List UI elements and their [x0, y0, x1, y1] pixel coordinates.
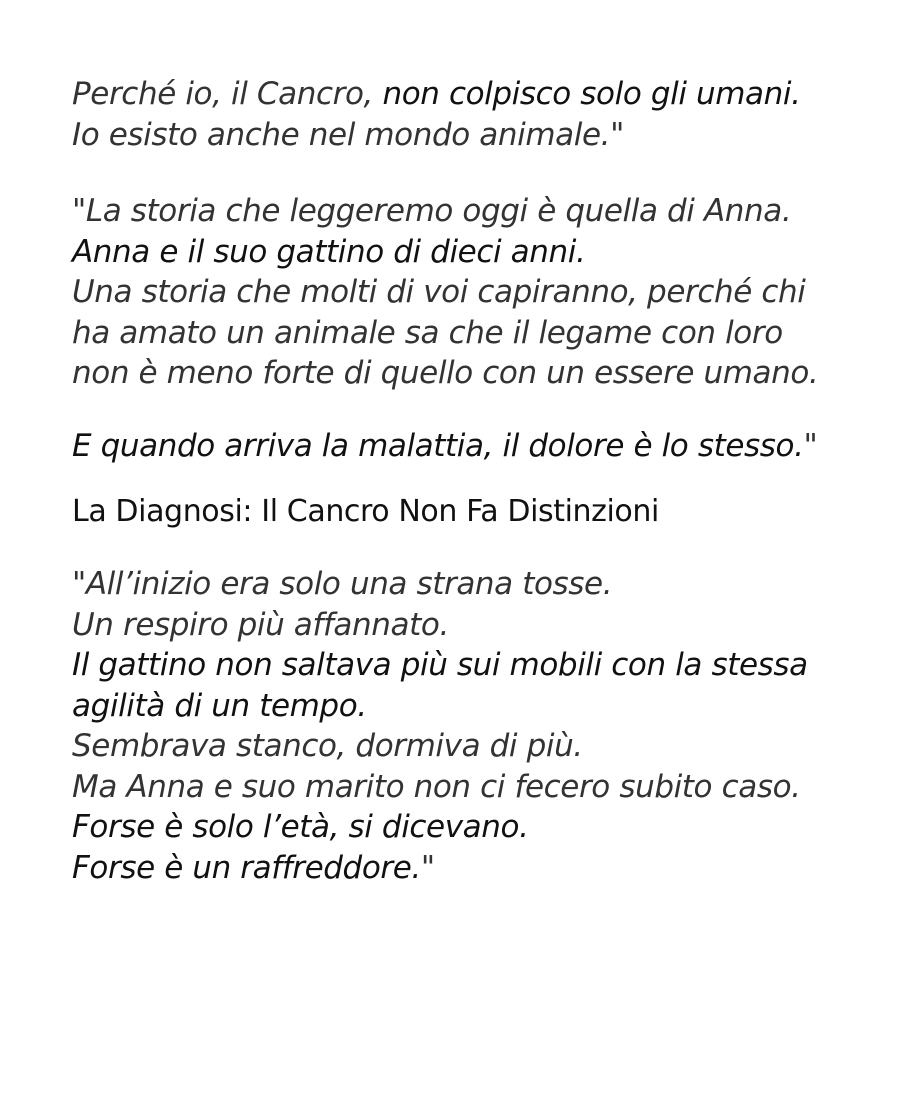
text-line: [72, 232, 872, 273]
text-run: ": [803, 427, 818, 464]
text-run: Ma Anna e suo marito non ci fecero subito caso.: [72, 768, 801, 805]
text-line: [72, 686, 872, 727]
text-line: [72, 115, 872, 156]
text-run-emphasis: E quando arriva la malattia, il dolore è lo stesso.: [72, 427, 804, 464]
text-line: [72, 74, 872, 115]
section-heading: La Diagnosi: Il Cancro Non Fa Distinzioni: [72, 494, 659, 529]
text-run: "La storia che leggeremo oggi è quella di Anna.: [72, 193, 792, 229]
text-line: [72, 726, 872, 767]
text-run: Un respiro più affannato.: [72, 606, 449, 643]
text-line: [72, 353, 872, 394]
text-line: [72, 645, 872, 686]
text-line: [72, 564, 872, 605]
document-page: [72, 74, 872, 888]
text-line: [72, 848, 872, 889]
text-run-emphasis: Il gattino non saltava più sui mobili con la stessa: [72, 647, 808, 683]
text-line: [72, 605, 872, 646]
text-run: "All’inizio era solo una strana tosse.: [72, 566, 613, 602]
text-run-emphasis: agilità di un tempo.: [72, 687, 367, 724]
text-line: [72, 807, 872, 848]
text-run: ": [420, 849, 435, 886]
text-run: ha amato un animale sa che il legame con loro: [72, 314, 783, 351]
text-run: Una storia che molti di voi capiranno, perché chi: [72, 274, 806, 310]
text-line: [72, 313, 872, 354]
text-line: [72, 272, 872, 313]
text-line: [72, 191, 872, 232]
paragraph-anna-story: [72, 191, 872, 394]
paragraph-malattia: [72, 426, 872, 467]
text-run: Sembrava stanco, dormiva di più.: [72, 728, 583, 764]
text-run: non è meno forte di quello con un essere umano.: [72, 355, 819, 391]
text-run-emphasis: Forse è un raffreddore.: [72, 849, 421, 886]
paragraph-cancro-intro: [72, 74, 872, 155]
text-run-emphasis: non colpisco solo gli umani.: [382, 76, 801, 112]
text-run: Io esisto anche nel mondo animale.": [72, 116, 624, 153]
text-run-emphasis: Forse è solo l’età, si dicevano.: [72, 809, 529, 845]
text-run-emphasis: Anna e il suo gattino di dieci anni.: [72, 233, 586, 270]
text-line: [72, 426, 872, 467]
paragraph-diagnosi: [72, 564, 872, 888]
text-line: [72, 767, 872, 808]
text-run: Perché io, il Cancro,: [72, 76, 383, 112]
